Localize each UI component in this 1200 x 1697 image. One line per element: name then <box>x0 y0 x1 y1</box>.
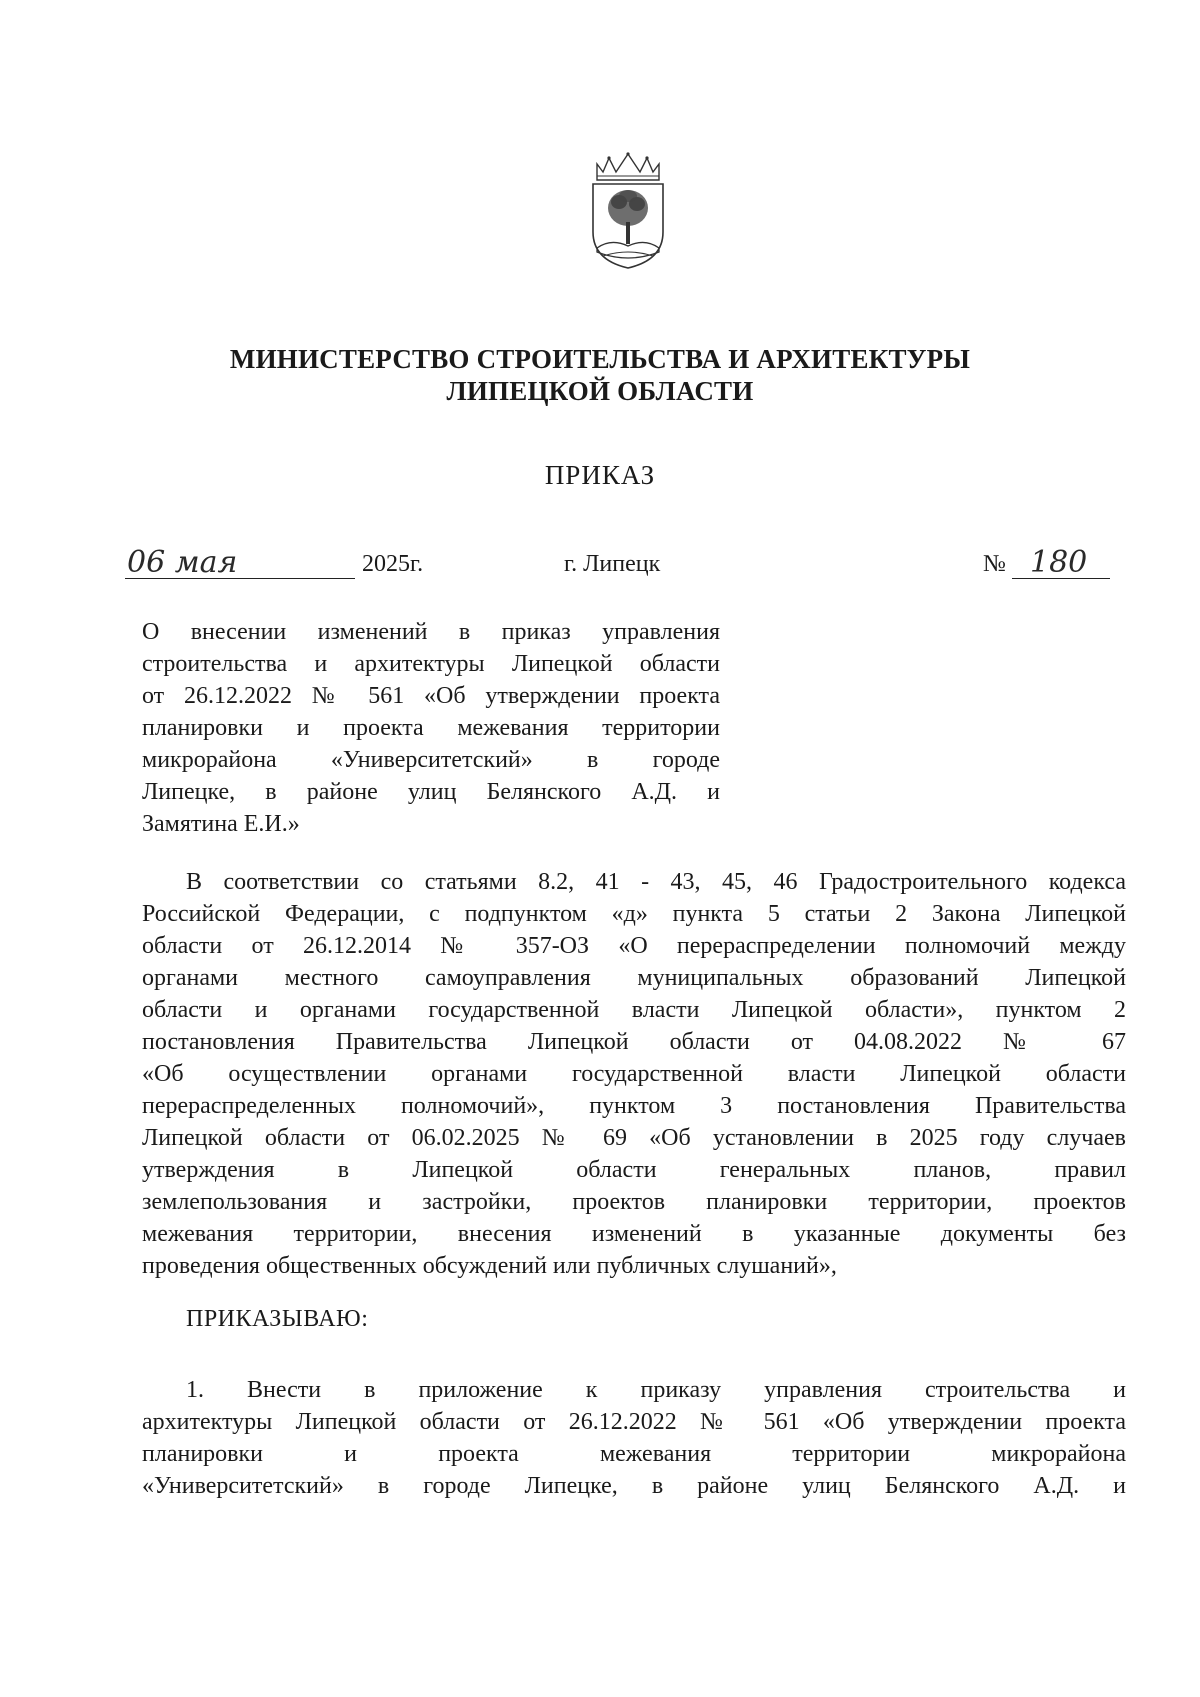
document-type-title: ПРИКАЗ <box>544 460 656 490</box>
basis-line: постановления Правительства Липецкой области от 04.08.2022 № 67 <box>142 1029 1126 1055</box>
order-item-1 <box>142 1374 1126 1502</box>
date-underline <box>125 578 355 579</box>
handwritten-date <box>125 542 355 582</box>
basis-line: межевания территории, внесения изменений в указанные документы без <box>142 1221 1126 1247</box>
handwritten-number <box>1012 542 1110 582</box>
ministry-name-line1: МИНИСТЕРСТВО СТРОИТЕЛЬСТВА И АРХИТЕКТУРЫ <box>229 344 971 374</box>
basis-line: проведения общественных обсуждений или публичных слушаний», <box>142 1253 837 1279</box>
basis-line: Липецкой области от 06.02.2025 № 69 «Об установлении в 2025 году случаев <box>142 1125 1126 1151</box>
basis-line: перераспределенных полномочий», пунктом 3 постановления Правительства <box>142 1093 1126 1119</box>
subject-line: планировки и проекта межевания территории <box>142 715 720 741</box>
number-label: № <box>983 551 1006 577</box>
document-year: 2025г. <box>362 551 424 577</box>
basis-line: «Об осуществлении органами государственной власти Липецкой области <box>142 1061 1126 1087</box>
basis-line: утверждения в Липецкой области генеральных планов, правил <box>142 1157 1126 1183</box>
ministry-name-line2: ЛИПЕЦКОЙ ОБЛАСТИ <box>446 376 754 406</box>
item-line: архитектуры Липецкой области от 26.12.2022 № 561 «Об утверждении проекта <box>142 1409 1126 1435</box>
basis-line: области от 26.12.2014 № 357-ОЗ «О перераспределении полномочий между <box>142 933 1126 959</box>
subject-line: микрорайона «Университетский» в городе <box>142 747 720 773</box>
basis-line: В соответствии со статьями 8.2, 41 - 43, 45, 46 Градостроительного кодекса <box>186 869 1126 895</box>
svg-text:06 мая: 06 мая <box>127 545 238 580</box>
subject-line: Липецке, в районе улиц Белянского А.Д. и <box>142 779 720 805</box>
document-city: г. Липецк <box>564 551 661 577</box>
subject-line: Замятина Е.И.» <box>142 811 300 837</box>
coat-of-arms-emblem <box>589 152 667 270</box>
subject-line: от 26.12.2022 № 561 «Об утверждении проекта <box>142 683 720 709</box>
subject-line: строительства и архитектуры Липецкой области <box>142 651 720 677</box>
document-subject <box>142 616 720 840</box>
basis-line: области и органами государственной власти Липецкой области», пунктом 2 <box>142 997 1126 1023</box>
order-directive: ПРИКАЗЫВАЮ: <box>186 1306 369 1332</box>
basis-line: землепользования и застройки, проектов планировки территории, проектов <box>142 1189 1126 1215</box>
basis-line: Российской Федерации, с подпунктом «д» пункта 5 статьи 2 Закона Липецкой <box>142 901 1126 927</box>
document-meta-row <box>0 545 1200 588</box>
basis-line: органами местного самоуправления муниципальных образований Липецкой <box>142 965 1126 991</box>
item-line: «Университетский» в городе Липецке, в районе улиц Белянского А.Д. и <box>142 1473 1126 1499</box>
number-underline <box>1012 578 1110 579</box>
item-line: планировки и проекта межевания территории микрорайона <box>142 1441 1126 1467</box>
legal-basis-paragraph <box>142 866 1126 1282</box>
subject-line: О внесении изменений в приказ управления <box>142 619 720 645</box>
item-line: 1. Внести в приложение к приказу управления строительства и <box>186 1377 1126 1403</box>
svg-text:180: 180 <box>1030 545 1088 580</box>
